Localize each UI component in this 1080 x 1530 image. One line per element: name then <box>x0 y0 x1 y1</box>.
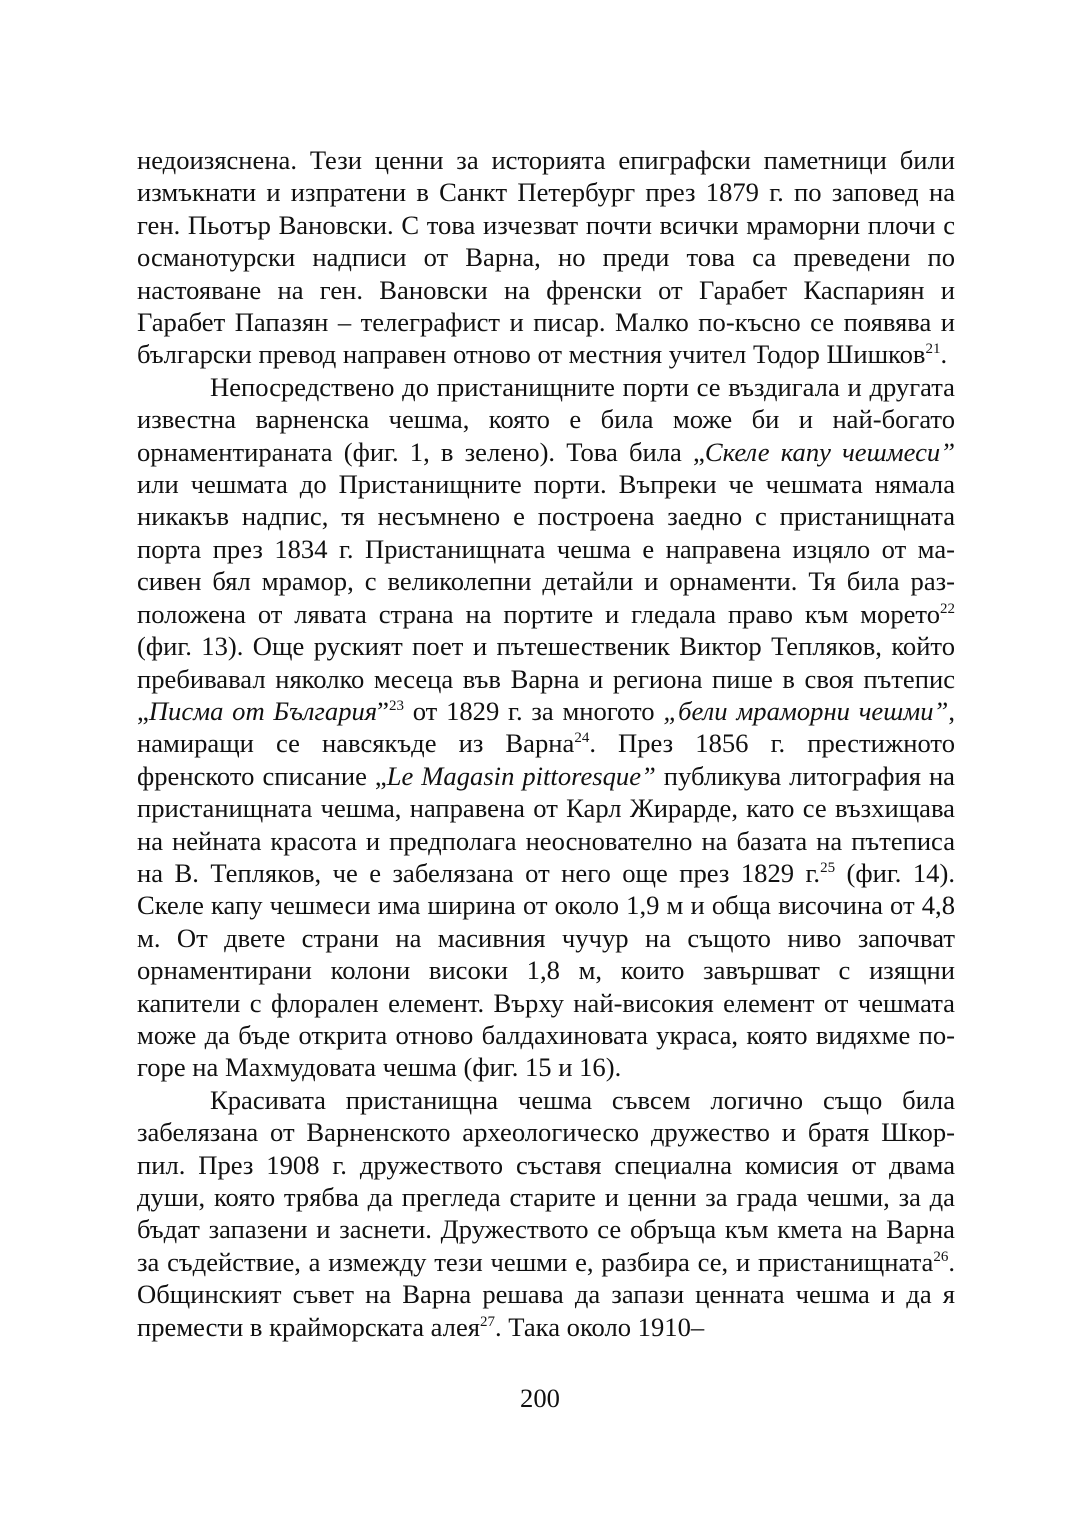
italic-text: Писма от България <box>148 695 378 726</box>
paragraph-3 <box>137 1084 955 1343</box>
italic-text: Скеле капу чешмеси” <box>704 436 955 467</box>
paragraph-text: . Общинският съвет на Варна решава да запази ценната чешма и да я премести в крайморската алея <box>137 1246 955 1342</box>
paragraph-text: ” <box>377 695 389 726</box>
footnote-reference: 24 <box>574 730 590 747</box>
paragraph-text: . През 1856 г. престижното френското списание „ <box>137 728 955 791</box>
paragraph-text: Красивата пристанищна чешма съвсем логично също била забелязана от Варненското археологическо дружество и братя Шкорпил. През 1908 г. дружеството съставя специална комисия от двама души, която трябва да прегледа старите и ценни за града чешми, за да бъдат запазени и заснети. Дружеството се обръща към кмета на Варна за съдействие, а измежду тези чешми е, разбира се, и пристанищната <box>137 1084 955 1277</box>
page-number: 200 <box>520 1383 560 1413</box>
paragraph-text: недоизяснена. Тези ценни за историята епиграфски паметници били измъкнати и изпратени в Санкт Петербург през 1879 г. по заповед на ген. Пьотър Вановски. С това изчезват почти всички мраморни плочи с османотурски надписи от Варна, но преди това са преведени по настояване на ген. Вановски на френски от Гарабет Каспариян и Гарабет Папазян – телеграфист и писар. Малко по-късно се появява и български превод направен отново от местния учител Тодор Шишков <box>137 145 955 370</box>
paragraph-text: , намиращи се навсякъде из Варна <box>137 695 955 759</box>
paragraph-text: (фиг. 13). Още руският поет и пътешественик Виктор Тепляков, който пребивавал няколко месеца във Варна и региона пише в своя пътепис „ <box>137 631 955 726</box>
footnote-reference: 22 <box>940 600 955 617</box>
paragraph-text: публикува литография на пристанищната чешма, направена от Карл Жирарде, като се възхищава на нейната красота и предполага неоснователно на базата на пътеписа на В. Тепляков, че е забелязана от него още през 1829 г. <box>137 760 955 888</box>
paragraph-text: . Така около 1910– <box>495 1311 705 1342</box>
paragraph-text: Непосредствено до пристанищните порти се въздигала и другата известна варненска чешма, която е била може би и най-богато орнаментираната (фиг. 1, в зелено). Това била „ <box>137 371 955 467</box>
footnote-reference: 25 <box>820 859 836 876</box>
paragraph-2 <box>137 371 955 1084</box>
italic-text: „бели мраморни чешми” <box>663 695 949 726</box>
paragraph-text: от 1829 г. за многото <box>403 695 664 726</box>
footnote-reference: 23 <box>388 697 404 714</box>
paragraph-text: или чешмата до Пристанищните порти. Въпреки че чешмата нямала никакъв надпис, тя несъмнено е построена заедно с пристанищната порта през 1834 г. Пристанищната чешма е направена изцяло от масивен бял мрамор, с великолепни детайли и орнаменти. Тя била разположена от лявата страна на портите и гледала право към морето <box>137 469 955 629</box>
page-body <box>137 144 955 1343</box>
paragraph-1 <box>137 144 955 371</box>
footnote-reference: 26 <box>933 1248 949 1265</box>
italic-text: Le Magasin pittoresque” <box>386 760 656 791</box>
paragraph-text: (фиг. 14). Скеле капу чешмеси има ширина от около 1,9 м и обща височина от 4,8 м. От двете страни на масивния чучур на същото ниво започват орнаментирани колони високи 1,8 м, които завършват с изящни капители с флорален елемент. Върху най-високия елемент от чешмата може да бъде открита отново балдахиновата украса, която видяхме по-горе на Махмудовата чешма (фиг. 15 и 16). <box>137 857 955 1083</box>
footnote-reference: 21 <box>925 341 941 358</box>
footnote-reference: 27 <box>480 1313 495 1330</box>
paragraph-text: . <box>940 339 948 370</box>
